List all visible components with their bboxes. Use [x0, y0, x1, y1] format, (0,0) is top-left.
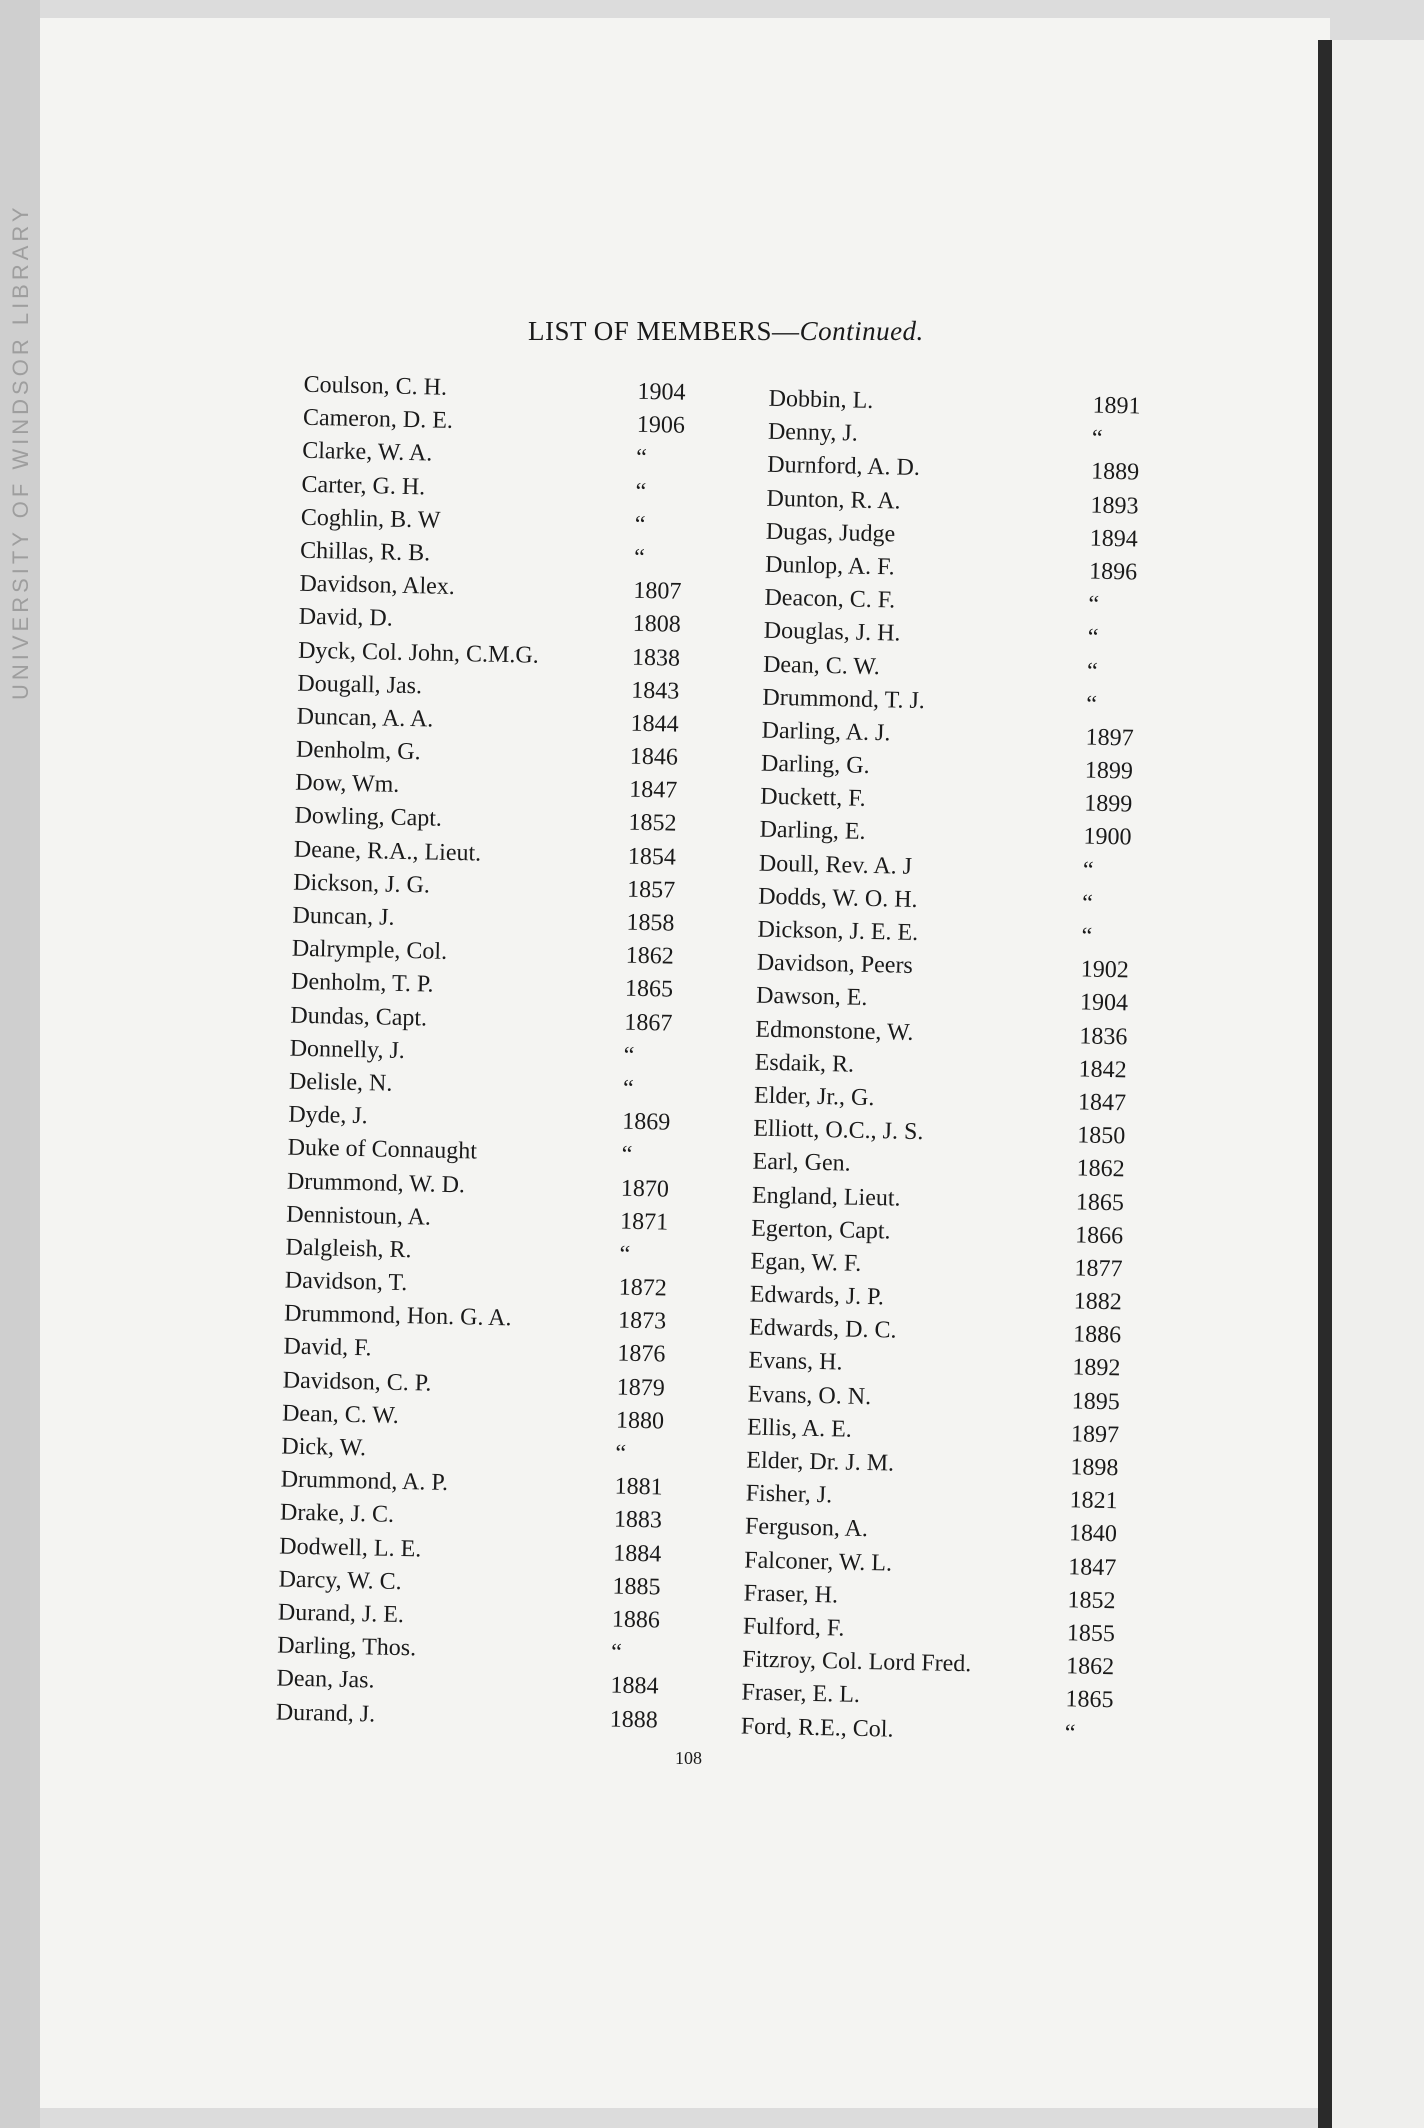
member-year: 1862 [1065, 1653, 1115, 1681]
member-name: Edwards, J. P. [749, 1281, 885, 1311]
member-name: Elder, Dr. J. M. [746, 1447, 895, 1477]
member-name: Duncan, J. [292, 902, 395, 931]
member-name: Dyck, Col. John, C.M.G. [297, 637, 540, 669]
member-name: Egerton, Capt. [751, 1215, 891, 1245]
member-year: “ [610, 1639, 623, 1666]
member-name: Ellis, A. E. [746, 1414, 853, 1443]
member-name: Dundas, Capt. [290, 1002, 428, 1032]
member-year: 1857 [626, 876, 676, 904]
member-year: 1884 [612, 1540, 662, 1568]
member-year: 1862 [1076, 1155, 1125, 1183]
member-year: “ [1082, 857, 1094, 884]
member-year: 1889 [1090, 458, 1140, 486]
member-name: Esdaik, R. [754, 1049, 855, 1078]
member-name: Egan, W. F. [750, 1248, 862, 1277]
member-year: 1852 [628, 810, 677, 838]
member-year: 1870 [620, 1175, 670, 1203]
member-year: “ [1081, 923, 1093, 950]
member-name: Drummond, T. J. [762, 684, 926, 714]
member-name: Evans, O. N. [747, 1381, 872, 1410]
next-page-strip [1332, 40, 1424, 2128]
member-name: Dean, C. W. [281, 1400, 400, 1429]
member-name: Darcy, W. C. [278, 1566, 402, 1595]
member-name: Fraser, E. L. [741, 1679, 861, 1709]
member-name: Dalrymple, Col. [291, 935, 448, 966]
member-name: Dow, Wm. [295, 769, 400, 799]
member-year: “ [635, 478, 647, 505]
member-year: 1842 [1078, 1056, 1127, 1084]
member-name: Dodwell, L. E. [279, 1533, 422, 1563]
member-name: Fraser, H. [743, 1580, 839, 1609]
member-name: Drummond, Hon. G. A. [283, 1300, 512, 1332]
member-name: Ford, R.E., Col. [740, 1712, 894, 1743]
member-name: Deane, R.A., Lieut. [293, 836, 482, 867]
member-year: 1871 [619, 1208, 669, 1236]
member-name: Durnford, A. D. [766, 452, 921, 482]
member-name: Evans, H. [748, 1347, 843, 1376]
member-year: 1893 [1090, 492, 1139, 520]
member-name: Drummond, A. P. [280, 1466, 449, 1497]
member-year: 1891 [1092, 392, 1141, 420]
member-year: 1865 [624, 975, 674, 1003]
member-year: 1855 [1066, 1620, 1116, 1648]
member-year: 1846 [629, 743, 679, 771]
member-year: “ [1086, 657, 1098, 685]
member-year: 1897 [1070, 1421, 1120, 1449]
members-right-column [705, 382, 1173, 1752]
library-stamp: UNIVERSITY OF WINDSOR LIBRARY [8, 203, 33, 700]
member-year: 1896 [1088, 558, 1138, 586]
member-year: “ [615, 1440, 627, 1467]
member-name: Fisher, J. [745, 1480, 833, 1509]
member-year: 1836 [1079, 1022, 1128, 1050]
member-name: David, D. [298, 604, 394, 632]
member-name: Dunlop, A. F. [764, 551, 895, 581]
member-name: Dobbin, L. [768, 385, 874, 414]
member-name: Elder, Jr., G. [753, 1082, 875, 1112]
member-name: Clarke, W. A. [301, 438, 433, 467]
member-name: Dickson, J. E. E. [757, 916, 919, 946]
member-name: Dunton, R. A. [766, 485, 901, 515]
member-name: Falconer, W. L. [744, 1547, 893, 1577]
member-year: 1888 [609, 1705, 659, 1733]
member-year: 1808 [632, 611, 681, 639]
member-year: 1881 [614, 1473, 663, 1501]
member-name: Dean, Jas. [276, 1665, 375, 1694]
member-name: Durand, J. [275, 1698, 376, 1728]
member-year: 1906 [636, 411, 686, 439]
member-name: Dowling, Capt. [294, 803, 443, 833]
member-year: 1847 [1067, 1553, 1117, 1581]
members-left-column [240, 368, 708, 1738]
member-year: 1840 [1068, 1520, 1118, 1548]
member-year: “ [635, 445, 648, 472]
member-year: 1869 [622, 1108, 671, 1136]
member-name: Elliott, O.C., J. S. [753, 1115, 924, 1146]
member-name: Dennistoun, A. [286, 1201, 432, 1231]
member-name: Darling, A. J. [761, 717, 891, 747]
member-name: Duncan, A. A. [296, 703, 434, 733]
member-year: 1899 [1083, 790, 1133, 818]
member-year: “ [621, 1141, 633, 1169]
member-year: 1847 [1077, 1089, 1127, 1117]
member-year: 1854 [627, 843, 677, 871]
member-year: 1904 [637, 378, 686, 406]
member-name: Donnelly, J. [289, 1035, 406, 1064]
member-year: 1879 [616, 1374, 665, 1402]
member-name: Denholm, G. [295, 736, 421, 766]
member-year: “ [1064, 1719, 1076, 1746]
member-year: 1865 [1065, 1686, 1114, 1714]
member-year: 1866 [1074, 1222, 1124, 1250]
member-name: Deacon, C. F. [764, 584, 896, 614]
member-name: Dugas, Judge [765, 518, 896, 548]
member-year: 1886 [1072, 1321, 1122, 1349]
member-year: 1843 [631, 677, 680, 705]
member-name: Denholm, T. P. [290, 968, 434, 998]
member-year: “ [619, 1241, 631, 1268]
member-name: Dodds, W. O. H. [757, 883, 918, 913]
member-year: 1892 [1072, 1354, 1121, 1382]
member-name: Dickson, J. G. [292, 869, 431, 899]
member-name: Dalgleish, R. [285, 1234, 412, 1264]
member-name: Dick, W. [281, 1433, 367, 1462]
member-name: Coulson, C. H. [303, 371, 448, 401]
member-year: “ [623, 1042, 635, 1069]
page-heading [528, 316, 924, 347]
member-name: Durand, J. E. [277, 1599, 405, 1629]
member-name: Darling, E. [759, 817, 866, 846]
member-name: Darling, G. [760, 750, 870, 780]
member-name: Doull, Rev. A. J [758, 850, 913, 880]
member-name: David, F. [283, 1333, 372, 1362]
member-name: Edmonstone, W. [755, 1016, 914, 1046]
member-name: Davidson, T. [284, 1267, 408, 1297]
member-year: 1894 [1089, 525, 1139, 553]
member-year: “ [1091, 425, 1103, 452]
member-year: 1897 [1085, 724, 1134, 752]
member-year: 1858 [626, 909, 675, 937]
member-year: 1899 [1084, 757, 1134, 785]
heading-main: LIST OF MEMBERS— [528, 316, 800, 346]
member-year: 1872 [618, 1274, 668, 1302]
member-name: Carter, G. H. [301, 471, 426, 500]
member-year: 1838 [631, 644, 681, 672]
member-name: Drake, J. C. [279, 1499, 395, 1529]
member-name: Ferguson, A. [744, 1513, 869, 1543]
member-year: 1895 [1071, 1387, 1120, 1415]
member-year: 1884 [610, 1672, 659, 1700]
member-year: 1876 [617, 1340, 666, 1368]
member-year: 1883 [613, 1506, 663, 1534]
member-year: 1880 [615, 1407, 665, 1435]
member-name: Drummond, W. D. [286, 1168, 466, 1198]
member-name: Cameron, D. E. [302, 404, 454, 435]
member-year: 1886 [611, 1606, 661, 1634]
member-year: “ [1087, 624, 1099, 652]
member-year: 1862 [625, 942, 675, 970]
member-name: Davidson, C. P. [282, 1367, 432, 1397]
member-name: Denny, J. [767, 418, 858, 447]
member-name: Duke of Connaught [287, 1134, 478, 1165]
member-year: “ [1088, 591, 1100, 618]
member-name: Douglas, J. H. [763, 618, 901, 647]
member-year: 1877 [1074, 1255, 1123, 1283]
member-year: “ [1081, 890, 1094, 917]
member-name: England, Lieut. [751, 1182, 901, 1212]
member-name: Delisle, N. [288, 1068, 393, 1097]
member-year: 1852 [1067, 1587, 1116, 1615]
member-year: “ [633, 544, 646, 571]
member-year: 1885 [612, 1573, 661, 1601]
member-year: 1902 [1080, 956, 1130, 984]
page-number: 108 [675, 1748, 702, 1768]
member-name: Earl, Gen. [752, 1148, 851, 1177]
member-year: 1847 [628, 776, 678, 804]
member-year: 1900 [1083, 823, 1132, 851]
member-year: 1807 [633, 577, 682, 605]
member-name: Darling, Thos. [276, 1632, 417, 1662]
member-name: Dean, C. W. [762, 651, 881, 680]
member-year: 1821 [1069, 1487, 1118, 1515]
member-name: Dougall, Jas. [297, 670, 423, 699]
member-year: 1844 [630, 710, 679, 738]
member-year: 1898 [1070, 1454, 1119, 1482]
member-name: Davidson, Alex. [299, 570, 456, 601]
member-name: Coghlin, B. W [300, 504, 441, 534]
member-year: 1882 [1073, 1288, 1123, 1316]
member-name: Duckett, F. [760, 783, 866, 813]
member-year: 1873 [617, 1307, 667, 1335]
member-year: “ [634, 511, 646, 538]
member-name: Fitzroy, Col. Lord Fred. [741, 1646, 972, 1678]
member-name: Dyde, J. [288, 1101, 368, 1130]
member-name: Edwards, D. C. [748, 1314, 897, 1344]
page-edge-shadow [1318, 40, 1332, 2128]
member-name: Chillas, R. B. [299, 537, 431, 567]
member-name: Davidson, Peers [756, 949, 914, 980]
member-year: 1867 [624, 1009, 673, 1037]
member-name: Fulford, F. [742, 1613, 845, 1642]
member-year: 1850 [1077, 1122, 1126, 1150]
member-year: “ [1086, 691, 1098, 718]
member-year: 1904 [1079, 989, 1129, 1017]
heading-continued: Continued. [799, 316, 924, 346]
member-name: Dawson, E. [755, 982, 868, 1012]
member-year: “ [622, 1075, 634, 1102]
member-year: 1865 [1075, 1188, 1125, 1216]
